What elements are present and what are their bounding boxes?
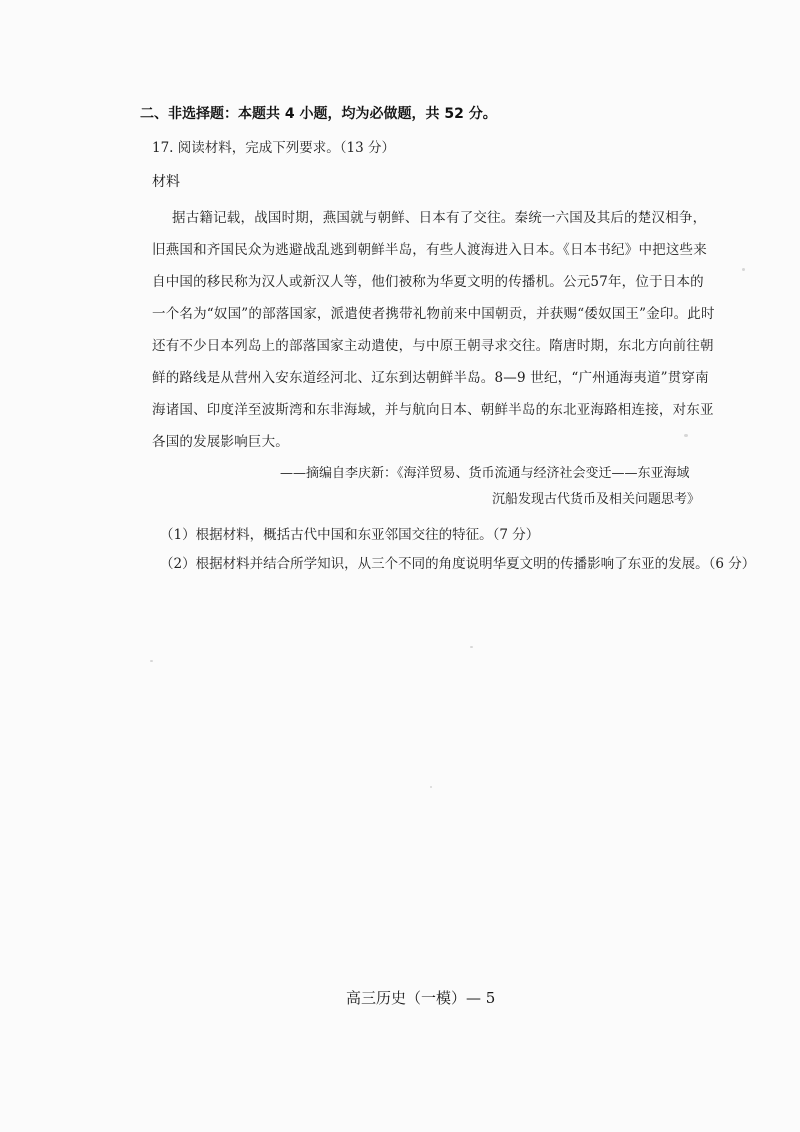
scan-speck [742,268,745,271]
section-heading: 二、非选择题：本题共 4 小题，均为必做题，共 52 分。 [140,106,497,122]
scan-speck [150,660,153,662]
material-line: 鲜的路线是从营州入安东道经河北、辽东到达朝鲜半岛。8—9 世纪，“广州通海夷道”贯穿南 [152,370,709,386]
material-line: 海诸国、印度洋至波斯湾和东非海域，并与航向日本、朝鲜半岛的东北亚海路相连接，对东亚 [152,402,714,418]
scan-speck [684,434,688,437]
scan-speck [470,646,473,648]
material-line: 一个名为“奴国”的部落国家，派遣使者携带礼物前来中国朝贡，并获赐“倭奴国王”金印。此时 [152,306,715,322]
page-footer: 高三历史（一模）— 5 [346,989,496,1007]
material-line: 据古籍记载，战国时期，燕国就与朝鲜、日本有了交往。秦统一六国及其后的楚汉相争， [172,210,707,226]
material-line: 旧燕国和齐国民众为逃避战乱逃到朝鲜半岛，有些人渡海进入日本。《日本书纪》中把这些来 [152,242,707,258]
source-citation-line-1: ——摘编自李庆新：《海洋贸易、货币流通与经济社会变迁——东亚海域 [280,466,690,481]
sub-question-1: （1）根据材料，概括古代中国和东亚邻国交往的特征。（7 分） [160,527,540,543]
scan-speck [430,786,432,788]
material-line: 自中国的移民称为汉人或新汉人等，他们被称为华夏文明的传播机。公元57年，位于日本的 [152,274,704,290]
source-citation-line-2: 沉船发现古代货币及相关问题思考》 [492,492,701,507]
material-line: 各国的发展影响巨大。 [152,434,289,450]
material-line: 还有不少日本列岛上的部落国家主动遣使，与中原王朝寻求交往。隋唐时期，东北方向前往朝 [152,338,714,354]
question-title: 17. 阅读材料，完成下列要求。（13 分） [152,140,395,156]
sub-question-2: （2）根据材料并结合所学知识，从三个不同的角度说明华夏文明的传播影响了东亚的发展。（6 分） [160,556,756,572]
material-label: 材料 [152,174,180,190]
